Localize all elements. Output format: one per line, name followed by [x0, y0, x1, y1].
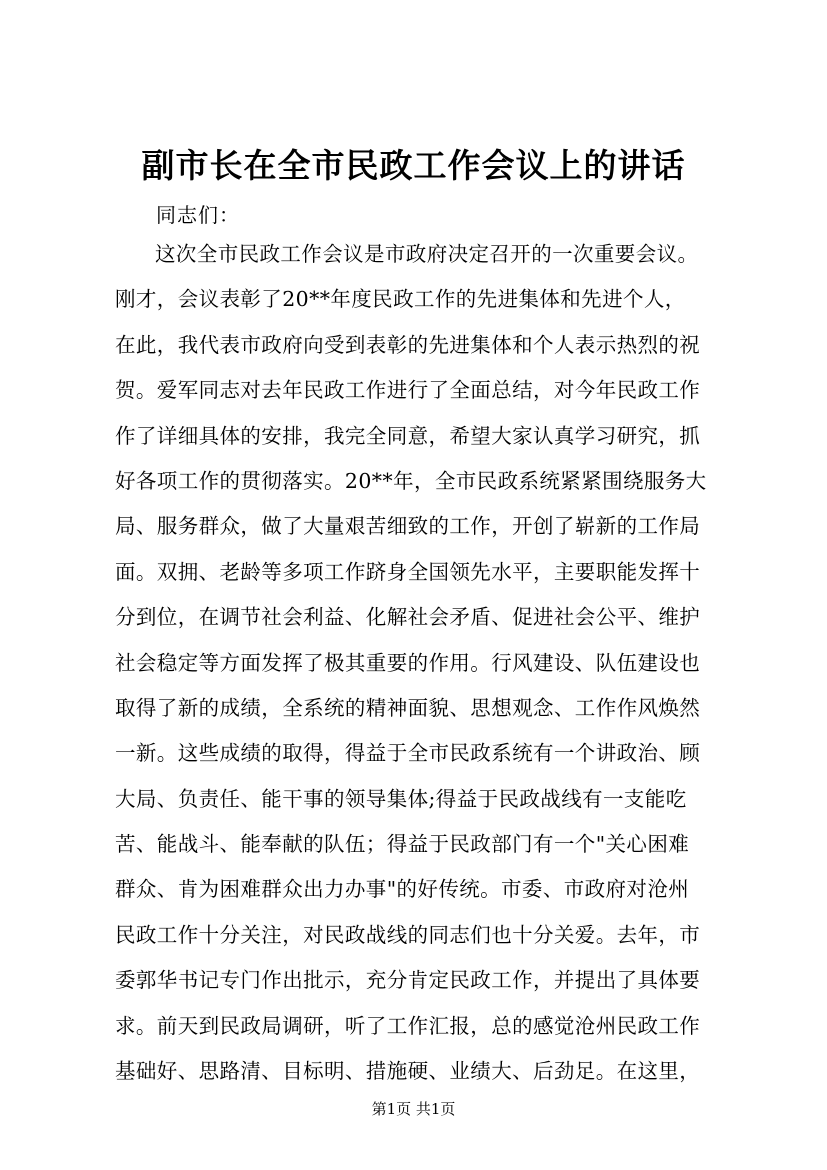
body-line: 民政工作十分关注，对民政战线的同志们也十分关爱。去年，市 — [115, 922, 701, 947]
body-line: 求。前天到民政局调研，听了工作汇报，总的感觉沧州民政工作 — [115, 1013, 701, 1038]
body-line: 大局、负责任、能干事的领导集体;得益于民政战线有一支能吃 — [115, 786, 687, 811]
body-paragraph — [115, 232, 745, 1094]
body-line: 好各项工作的贯彻落实。20**年，全市民政系统紧紧围绕服务大 — [115, 468, 707, 493]
body-line: 社会稳定等方面发挥了极其重要的作用。行风建设、队伍建设也 — [115, 650, 701, 675]
body-line: 作了详细具体的安排，我完全同意，希望大家认真学习研究，抓 — [115, 423, 701, 448]
body-line: 取得了新的成绩，全系统的精神面貌、思想观念、工作作风焕然 — [115, 695, 701, 720]
body-line: 苦、能战斗、能奉献的队伍；得益于民政部门有一个"关心困难 — [115, 832, 690, 857]
body-line: 贺。爱军同志对去年民政工作进行了全面总结，对今年民政工作 — [115, 378, 701, 403]
body-line: 委郭华书记专门作出批示，充分肯定民政工作，并提出了具体要 — [115, 968, 701, 993]
page-number-footer: 第1页 共1页 — [371, 1100, 456, 1118]
body-line: 局、服务群众，做了大量艰苦细致的工作，开创了崭新的工作局 — [115, 514, 701, 539]
body-line: 在此，我代表市政府向受到表彰的先进集体和个人表示热烈的祝 — [115, 332, 701, 357]
body-line: 分到位，在调节社会利益、化解社会矛盾、促进社会公平、维护 — [115, 605, 701, 630]
document-title: 副市长在全市民政工作会议上的讲话 — [141, 146, 686, 185]
salutation: 同志们： — [156, 203, 240, 227]
body-line: 面。双拥、老龄等多项工作跻身全国领先水平，主要职能发挥十 — [115, 559, 701, 584]
body-line: 群众、肯为困难群众出力办事"的好传统。市委、市政府对沧州 — [115, 877, 690, 902]
body-line: 基础好、思路清、目标明、措施硬、业绩大、后劲足。在这里， — [115, 1059, 701, 1084]
body-line: 刚才，会议表彰了20**年度民政工作的先进集体和先进个人， — [115, 287, 686, 312]
body-line: 这次全市民政工作会议是市政府决定召开的一次重要会议。 — [155, 242, 699, 266]
body-line: 一新。这些成绩的取得，得益于全市民政系统有一个讲政治、顾 — [115, 741, 701, 766]
